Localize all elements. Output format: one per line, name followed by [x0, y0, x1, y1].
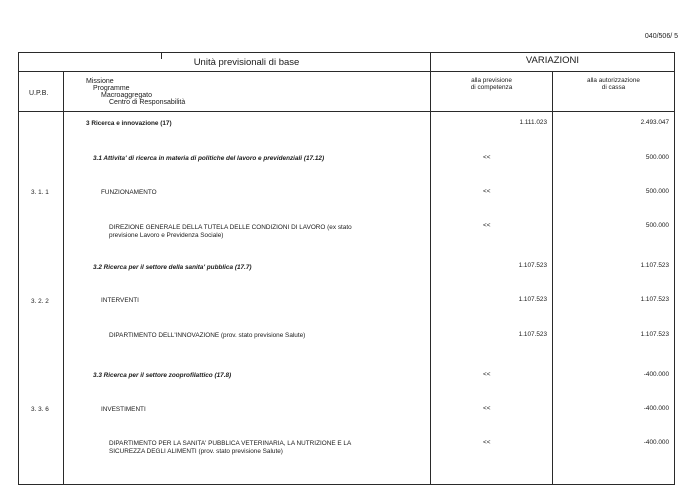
table-top-border [18, 52, 675, 53]
competenza-header-line1: alla previsione [471, 77, 512, 84]
row-competenza-value: << [483, 154, 491, 161]
hierarchy-programme: Programme [93, 85, 130, 92]
upb-column-divider [63, 71, 64, 485]
table-bottom-border [18, 484, 675, 485]
row-cassa-value: 500.000 [645, 154, 669, 161]
row-upb-code: 3. 3. 6 [31, 406, 49, 413]
row-description: 3 Ricerca e innovazione (17) [86, 120, 172, 127]
row-description: 3.2 Ricerca per il settore della sanita' pubblica (17.7) [93, 264, 252, 271]
row-upb-code: 3. 2. 2 [31, 298, 49, 305]
row-cassa-value: -400.000 [643, 439, 669, 446]
row-description: 3.1 Attivita' di ricerca in materia di politiche del lavoro e previdenziali (17.12) [93, 155, 325, 162]
row-cassa-value: 1.107.523 [640, 262, 669, 269]
row-competenza-value: << [483, 405, 491, 412]
row-cassa-value: -400.000 [643, 405, 669, 412]
row-cassa-value: -400.000 [643, 371, 669, 378]
row-description: DIPARTIMENTO DELL'INNOVAZIONE (prov. stato previsione Salute) [109, 332, 306, 339]
row-competenza-value: << [483, 222, 491, 229]
upb-header: U.P.B. [29, 90, 49, 97]
right-border [674, 52, 675, 485]
row-competenza-value: << [483, 439, 491, 446]
left-border [18, 52, 19, 485]
row-competenza-value: << [483, 371, 491, 378]
row-description-cont: SICUREZZA DEGLI ALIMENTI (prov. stato previsione Salute) [109, 448, 283, 455]
row-cassa-value: 1.107.523 [640, 331, 669, 338]
row-competenza-value: 1.107.523 [518, 331, 547, 338]
row-cassa-value: 500.000 [645, 222, 669, 229]
row-description-cont: previsione Lavoro e Previdenza Sociale) [109, 232, 224, 239]
row-description: DIPARTIMENTO PER LA SANITA' PUBBLICA VETERINARIA, LA NUTRIZIONE E LA [109, 440, 352, 447]
header-divider [18, 71, 675, 72]
row-description: DIREZIONE GENERALE DELLA TUTELA DELLE CONDIZIONI DI LAVORO (ex stato [109, 224, 352, 231]
row-description: INTERVENTI [101, 297, 139, 304]
cassa-header-line2: di cassa [601, 84, 626, 91]
row-description: FUNZIONAMENTO [101, 189, 157, 196]
row-description: 3.3 Ricerca per il settore zooprofilattico (17.8) [93, 372, 232, 379]
variazioni-title: VARIAZIONI [525, 55, 580, 66]
hierarchy-missione: Missione [86, 78, 114, 85]
hierarchy-macroaggregato: Macroaggregato [101, 92, 152, 99]
row-competenza-value: 1.111.023 [519, 119, 547, 126]
row-cassa-value: 1.107.523 [640, 296, 669, 303]
document-reference: 040/506/ 5 [644, 33, 678, 40]
row-competenza-value: 1.107.523 [518, 262, 547, 269]
row-cassa-value: 2.493.047 [640, 119, 669, 126]
cassa-header-line1: alla autorizzazione [587, 77, 640, 84]
header-bottom-border [18, 111, 675, 112]
row-cassa-value: 500.000 [645, 188, 669, 195]
row-upb-code: 3. 1. 1 [31, 189, 49, 196]
row-description: INVESTIMENTI [101, 406, 146, 413]
competenza-header-line2: di competenza [470, 84, 513, 91]
table-title: Unità previsionali di base [193, 57, 300, 68]
competenza-cassa-divider [552, 71, 553, 485]
row-competenza-value: << [483, 188, 491, 195]
hierarchy-centro: Centro di Responsabilità [109, 99, 186, 106]
row-competenza-value: 1.107.523 [518, 296, 547, 303]
